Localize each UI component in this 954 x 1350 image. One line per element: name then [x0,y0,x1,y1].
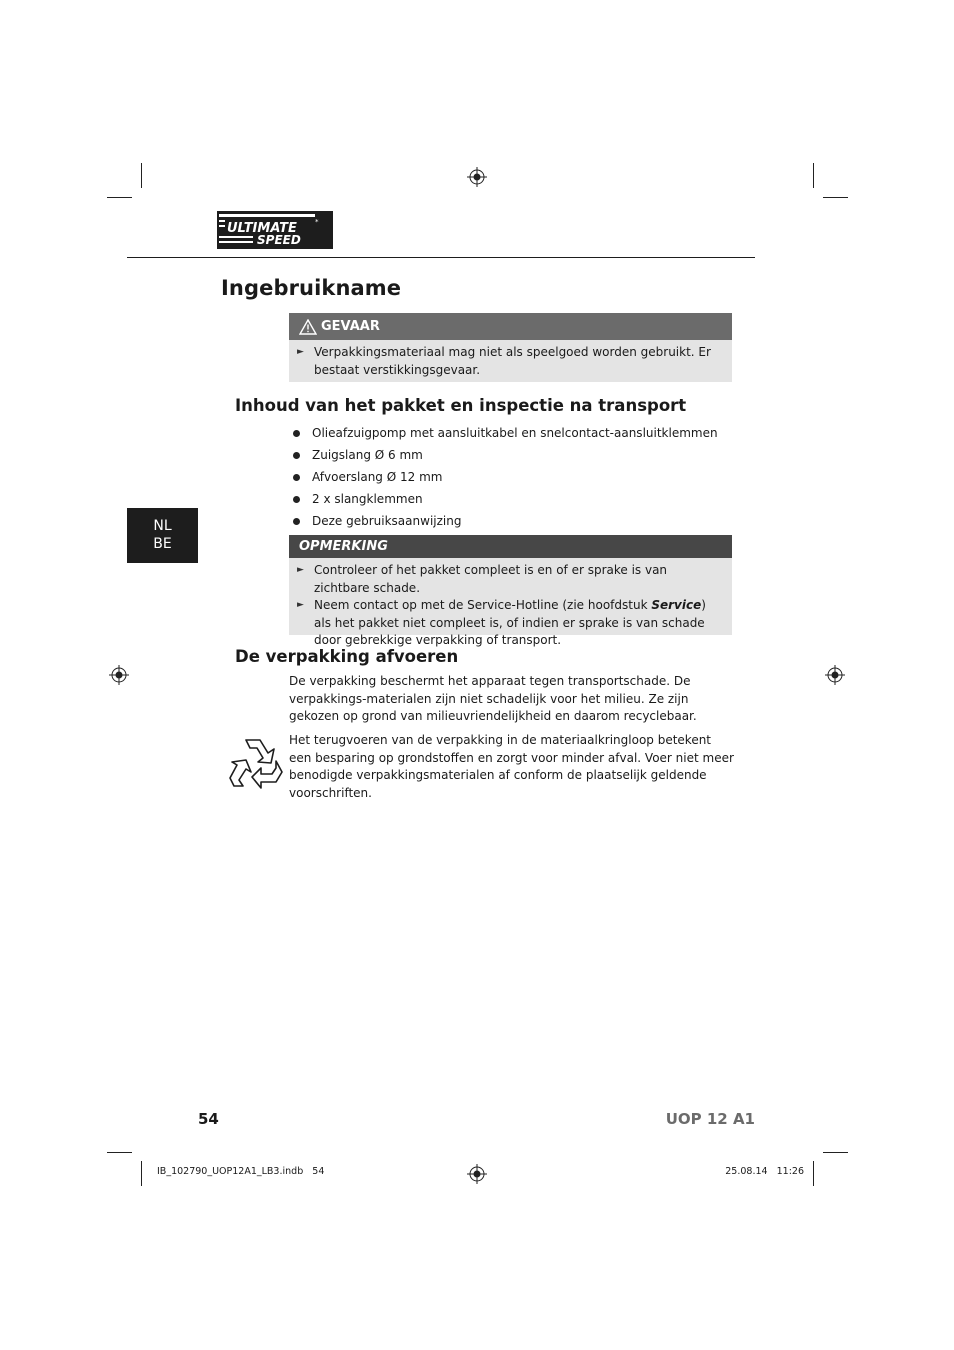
paragraph: Het terugvoeren van de verpakking in de materiaalkringloop betekent een besparing op grondstoffen en zorgt voor minder afval. Voer niet meer benodigde verpakkingsmaterialen af conform de plaatselijk geldende voorschriften. [289,733,734,800]
crop-mark [107,197,132,198]
list-item [297,344,722,379]
brand-logo [217,211,333,249]
note-text [314,597,722,650]
svg-text:ULTIMATE: ULTIMATE [227,221,297,236]
registration-mark-icon [109,665,129,685]
page-number: 54 [198,1110,219,1128]
triangle-bullet-icon: ► [297,347,304,357]
model-name: UOP 12 A1 [665,1110,755,1128]
crop-mark [141,163,142,188]
list-item [293,510,718,532]
note-text-part: ) als het pakket niet compleet is, of indien er sprake is van schade door gebrekkige verpakking of transport. [314,598,706,647]
warning-icon [299,319,317,335]
language-code: NL [153,518,172,534]
triangle-bullet-icon: ► [297,565,304,575]
crop-mark [107,1152,132,1153]
recycle-icon [224,734,286,790]
list-item-text: Olieafzuigpomp met aansluitkabel en snelcontact-aansluitklemmen [312,426,718,440]
note-box [289,535,732,647]
danger-heading: GEVAAR [321,319,380,334]
language-tab [127,508,198,563]
danger-text: Verpakkingsmateriaal mag niet als speelgoed worden gebruikt. Er bestaat verstikkingsgevaar. [314,345,711,377]
list-item [293,422,718,444]
bullet-icon [293,430,300,437]
print-file-name: IB_102790_UOP12A1_LB3.indb 54 [157,1166,325,1177]
note-heading: OPMERKING [299,539,388,554]
registration-mark-icon [467,167,487,187]
bullet-icon [293,496,300,503]
note-text: Controleer of het pakket compleet is en of er sprake is van zichtbare schade. [314,563,668,595]
list-item-text: Afvoerslang Ø 12 mm [312,470,443,484]
crop-mark [823,197,848,198]
registration-mark-icon [467,1164,487,1184]
list-item-text: Deze gebruiksaanwijzing [312,514,462,528]
crop-mark [823,1152,848,1153]
print-datetime: 25.08.14 11:26 [725,1166,804,1177]
crop-mark [141,1161,142,1186]
list-item-text: 2 x slangklemmen [312,492,423,506]
paragraph: De verpakking beschermt het apparaat tegen transportschade. De verpakkings-materialen zijn niet schadelijk voor het milieu. Ze zijn gekozen op grond van milieuvriendelijkheid en daarom recyclebaar. [289,674,697,723]
section-heading: De verpakking afvoeren [235,647,459,666]
list-item [293,466,718,488]
bullet-icon [293,474,300,481]
service-reference: Service [651,598,702,612]
note-text-part: Neem contact op met de Service-Hotline (zie hoofdstuk [314,598,652,612]
list-item [293,444,718,466]
crop-mark [813,1161,814,1186]
svg-text:SPEED: SPEED [257,233,301,247]
danger-box [289,313,732,382]
language-code: BE [153,536,172,552]
page-title: Ingebruikname [221,276,402,300]
note-box-header [289,535,732,558]
danger-box-header [289,313,732,340]
bullet-icon [293,518,300,525]
list-item [297,597,722,650]
section-heading: Inhoud van het pakket en inspectie na transport [235,396,687,415]
crop-mark [813,163,814,188]
header-rule [127,257,755,258]
contents-list [293,422,718,532]
bullet-icon [293,452,300,459]
registration-mark-icon [825,665,845,685]
svg-text:*: * [315,218,319,226]
list-item-text: Zuigslang Ø 6 mm [312,448,423,462]
triangle-bullet-icon: ► [297,600,304,610]
list-item [293,488,718,510]
list-item [297,562,722,597]
